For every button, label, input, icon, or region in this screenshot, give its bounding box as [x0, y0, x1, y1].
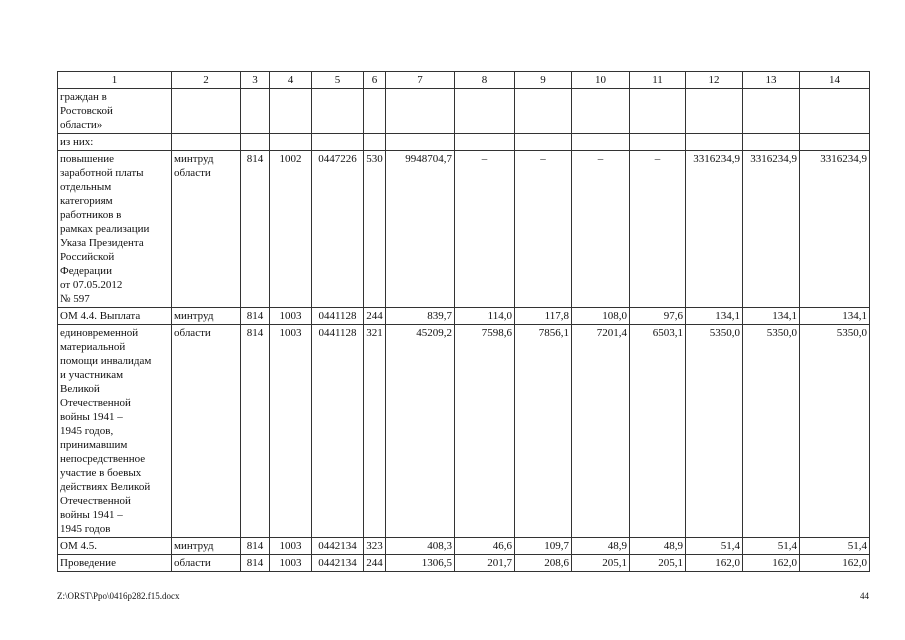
data-cell: 5350,0	[800, 325, 870, 538]
row-name-cell: ОМ 4.4. Выплата	[58, 308, 172, 325]
header-cell: 2	[172, 72, 241, 89]
page-number: 44	[860, 591, 869, 601]
executor-cell: минтруд	[172, 308, 241, 325]
data-cell: 208,6	[515, 555, 572, 572]
data-cell: 7201,4	[572, 325, 630, 538]
data-cell: 45209,2	[386, 325, 455, 538]
table-row	[58, 325, 870, 538]
data-cell: 5350,0	[743, 325, 800, 538]
data-cell: 7598,6	[455, 325, 515, 538]
data-cell: 1003	[270, 555, 312, 572]
table-row	[58, 308, 870, 325]
data-cell: 1003	[270, 538, 312, 555]
executor-cell: области	[172, 325, 241, 538]
data-cell: 3316234,9	[686, 151, 743, 308]
data-cell: 814	[241, 325, 270, 538]
data-cell: 321	[364, 325, 386, 538]
row-name-cell: повышение заработной платы отдельным категориям работников в рамках реализации Указа Президента Российской Федерации от 07.05.2012 № 597	[58, 151, 172, 308]
data-cell: 162,0	[800, 555, 870, 572]
header-cell: 8	[455, 72, 515, 89]
row-name-cell: из них:	[58, 134, 172, 151]
data-cell: 839,7	[386, 308, 455, 325]
header-cell: 4	[270, 72, 312, 89]
header-cell: 1	[58, 72, 172, 89]
data-cell: 1002	[270, 151, 312, 308]
data-cell: 3316234,9	[800, 151, 870, 308]
executor-cell: минтруд области	[172, 151, 241, 308]
data-cell: 814	[241, 555, 270, 572]
data-cell: 323	[364, 538, 386, 555]
row-name-cell: единовременной материальной помощи инвалидам и участникам Великой Отечественной войны 1941 – 1945 годов, принимавшим непосредственное участие в боевых действиях Великой Отечественной войны 1941 – 1945 годов	[58, 325, 172, 538]
data-cell: –	[572, 151, 630, 308]
data-cell: 134,1	[800, 308, 870, 325]
data-cell: 201,7	[455, 555, 515, 572]
data-cell: 134,1	[743, 308, 800, 325]
data-cell: 108,0	[572, 308, 630, 325]
header-cell: 10	[572, 72, 630, 89]
data-cell: 51,4	[743, 538, 800, 555]
table-row	[58, 538, 870, 555]
data-cell: 5350,0	[686, 325, 743, 538]
data-cell: 0442134	[312, 555, 364, 572]
data-cell: 0442134	[312, 538, 364, 555]
data-cell: –	[515, 151, 572, 308]
header-cell: 9	[515, 72, 572, 89]
data-cell: 408,3	[386, 538, 455, 555]
data-cell: 109,7	[515, 538, 572, 555]
header-cell: 14	[800, 72, 870, 89]
data-cell: 205,1	[630, 555, 686, 572]
data-cell: 530	[364, 151, 386, 308]
data-cell: 46,6	[455, 538, 515, 555]
data-cell: 205,1	[572, 555, 630, 572]
data-cell: 51,4	[686, 538, 743, 555]
data-cell: 7856,1	[515, 325, 572, 538]
data-cell: 814	[241, 151, 270, 308]
data-cell: 162,0	[743, 555, 800, 572]
header-cell: 6	[364, 72, 386, 89]
data-cell: 48,9	[572, 538, 630, 555]
data-cell: 244	[364, 308, 386, 325]
data-cell: 117,8	[515, 308, 572, 325]
data-cell: 0441128	[312, 308, 364, 325]
data-cell: 162,0	[686, 555, 743, 572]
table-row	[58, 151, 870, 308]
budget-table	[57, 71, 870, 572]
header-cell: 7	[386, 72, 455, 89]
data-cell: 244	[364, 555, 386, 572]
data-cell: 0441128	[312, 325, 364, 538]
row-name-cell: граждан в Ростовской области»	[58, 89, 172, 134]
header-row	[58, 72, 870, 89]
data-cell: 114,0	[455, 308, 515, 325]
data-cell: 814	[241, 308, 270, 325]
header-cell: 11	[630, 72, 686, 89]
data-cell: –	[455, 151, 515, 308]
footer-file-path: Z:\ORST\Ppo\0416p282.f15.docx	[57, 591, 180, 601]
header-cell: 5	[312, 72, 364, 89]
executor-cell: области	[172, 555, 241, 572]
data-cell: 9948704,7	[386, 151, 455, 308]
data-cell: 0447226	[312, 151, 364, 308]
data-cell: 1003	[270, 325, 312, 538]
data-cell: 51,4	[800, 538, 870, 555]
row-name-cell: Проведение	[58, 555, 172, 572]
data-cell: 6503,1	[630, 325, 686, 538]
executor-cell: минтруд	[172, 538, 241, 555]
data-cell: 3316234,9	[743, 151, 800, 308]
data-cell: 1003	[270, 308, 312, 325]
table-row	[58, 89, 870, 134]
data-cell: 97,6	[630, 308, 686, 325]
table-row	[58, 555, 870, 572]
data-cell: 1306,5	[386, 555, 455, 572]
data-cell: 134,1	[686, 308, 743, 325]
header-cell: 12	[686, 72, 743, 89]
table-row	[58, 134, 870, 151]
data-cell: 814	[241, 538, 270, 555]
header-cell: 3	[241, 72, 270, 89]
data-cell: 48,9	[630, 538, 686, 555]
header-cell: 13	[743, 72, 800, 89]
data-cell: –	[630, 151, 686, 308]
row-name-cell: ОМ 4.5.	[58, 538, 172, 555]
